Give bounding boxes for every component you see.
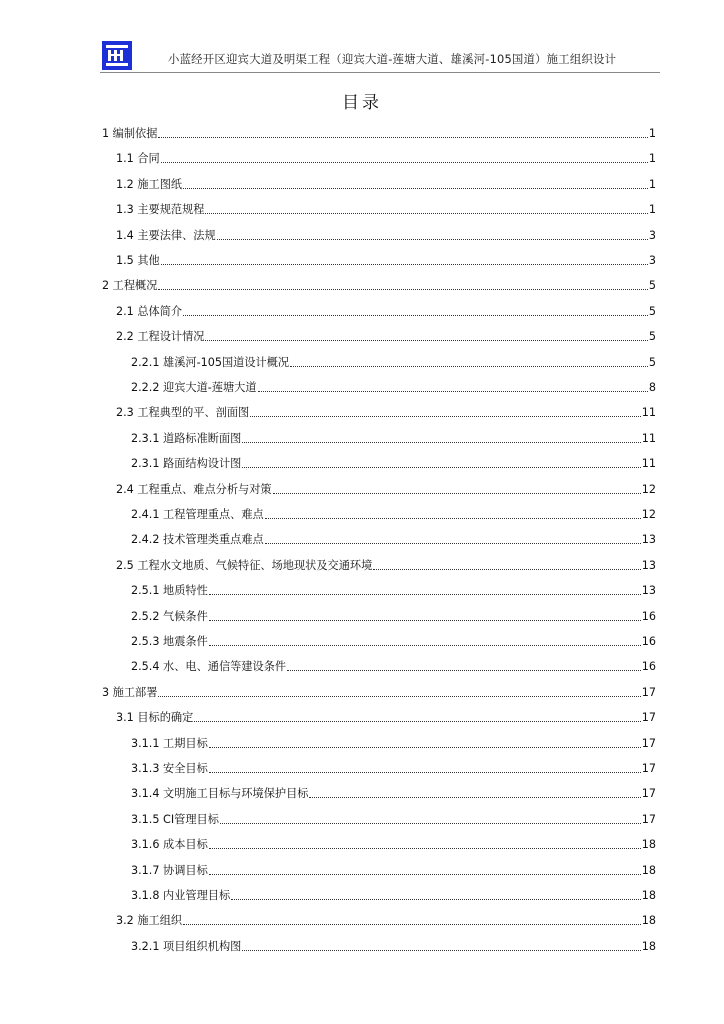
toc-entry-label: 3.1.5 CI管理目标 [131,812,219,826]
toc-entry-label: 2.3.1 路面结构设计图 [131,457,242,471]
toc-entry-label: 3.1.7 协调目标 [131,863,208,877]
toc-leader-dots [220,823,641,824]
toc-entry-page: 18 [641,838,656,852]
toc-entry-page: 17 [641,736,656,750]
toc-entry-page: 13 [641,533,656,547]
toc-entry-label: 2.4.1 工程管理重点、难点 [131,508,264,521]
toc-leader-dots [158,289,647,290]
toc-entry-label: 2.4 工程重点、难点分析与对策 [116,482,272,496]
toc-entry-page: 5 [648,279,656,293]
toc-entry-label: 2.3 工程典型的平、剖面图 [116,406,250,420]
toc-entry-page: 17 [641,762,656,775]
toc-entry[interactable] [131,451,656,471]
toc-entry-label: 2.5.3 地震条件 [131,635,208,648]
toc-entry[interactable] [131,832,656,852]
toc-leader-dots [209,747,641,748]
toc-entry[interactable] [131,375,656,395]
toc-leader-dots [209,772,641,773]
toc-entry[interactable] [116,223,656,243]
toc-entry[interactable] [131,883,656,903]
toc-entry-label: 3.1.6 成本目标 [131,838,208,852]
toc-leader-dots [183,924,641,925]
toc-leader-dots [242,467,640,468]
toc-entry-label: 3.2.1 项目组织机构图 [131,939,242,953]
toc-entry[interactable] [116,324,656,344]
toc-leader-dots [309,797,640,798]
toc-entry[interactable] [131,527,656,547]
toc-leader-dots [161,264,648,265]
toc-entry-page: 11 [641,406,656,420]
toc-entry-page: 16 [641,609,656,623]
toc-entry-page: 18 [641,889,656,902]
toc-entry[interactable] [116,908,656,928]
toc-entry[interactable] [116,172,656,192]
toc-entry-label: 2 工程概况 [102,279,158,293]
toc-entry[interactable] [116,299,656,319]
toc-entry[interactable] [116,197,656,217]
toc-entry-label: 2.2.2 迎宾大道-莲塘大道 [131,381,257,394]
toc-leader-dots [194,721,640,722]
toc-leader-dots [250,416,641,417]
toc-entry[interactable] [116,553,656,573]
toc-leader-dots [209,594,641,595]
toc-leader-dots [290,366,648,367]
toc-entry-page: 18 [641,939,656,953]
toc-entry[interactable] [131,426,656,446]
toc-leader-dots [209,620,641,621]
toc-leader-dots [287,670,641,671]
toc-entry-label: 1.4 主要法律、法规 [116,228,216,242]
toc-entry[interactable] [131,934,656,954]
header-title: 小蓝经开区迎宾大道及明渠工程（迎宾大道-莲塘大道、雄溪河-105国道）施工组织设计 [168,52,617,66]
toc-leader-dots [183,188,648,189]
toc-entry[interactable] [102,680,656,700]
toc-entry[interactable] [131,350,656,370]
toc-entry-label: 2.5.1 地质特性 [131,584,208,598]
toc-entry-page: 17 [641,787,656,801]
toc-entry-page: 17 [641,812,656,826]
toc-entry[interactable] [116,248,656,268]
toc-entry-label: 3.1 目标的确定 [116,711,194,725]
toc-entry[interactable] [131,502,656,522]
toc-entry-page: 1 [648,152,656,166]
toc-entry-label: 3.2 施工组织 [116,914,183,928]
toc-entry-label: 1.2 施工图纸 [116,177,183,191]
toc-entry-page: 18 [641,863,656,877]
toc-entry-page: 3 [648,228,656,242]
toc-entry[interactable] [102,121,656,141]
toc-entry-page: 13 [641,584,656,598]
toc-entry-label: 2.5.4 水、电、通信等建设条件 [131,660,287,674]
toc-leader-dots [242,442,640,443]
toc-entry[interactable] [131,858,656,878]
toc-leader-dots [209,848,641,849]
toc-entry[interactable] [131,781,656,801]
toc-entry-label: 1.5 其他 [116,254,160,267]
toc-entry-label: 1.3 主要规范规程 [116,203,205,217]
toc-entry-label: 2.4.2 技术管理类重点难点 [131,533,264,547]
toc-leader-dots [273,493,641,494]
toc-entry-page: 17 [641,685,656,699]
toc-entry[interactable] [131,629,656,649]
toc-entry[interactable] [131,604,656,624]
toc-entry[interactable] [102,273,656,293]
toc-entry-label: 3.1.1 工期目标 [131,736,208,750]
toc-entry-label: 2.5 工程水文地质、气候特征、场地现状及交通环境 [116,558,373,572]
toc-entry-label: 3.1.3 安全目标 [131,762,208,775]
toc-leader-dots [258,391,648,392]
toc-leader-dots [209,645,641,646]
toc-entry-label: 2.2.1 雄溪河-105国道设计概况 [131,355,290,369]
toc-leader-dots [161,162,648,163]
toc-entry-label: 3.1.4 文明施工目标与环境保护目标 [131,787,309,801]
toc-entry-page: 5 [648,304,656,318]
toc-leader-dots [265,518,641,519]
toc-entry-page: 11 [641,431,656,445]
toc-entry-page: 16 [641,635,656,648]
toc-entry[interactable] [116,146,656,166]
toc-entry[interactable] [131,654,656,674]
header-divider [100,72,660,73]
toc-entry-page: 1 [648,203,656,217]
toc-leader-dots [265,543,641,544]
toc-entry-label: 3.1.8 内业管理目标 [131,889,231,902]
toc-entry[interactable] [116,400,656,420]
toc-entry-page: 12 [641,508,656,521]
toc-leader-dots [158,137,647,138]
toc-entry[interactable] [116,477,656,497]
toc-entry-page: 16 [641,660,656,674]
toc-entry[interactable] [131,807,656,827]
toc-entry-label: 2.2 工程设计情况 [116,330,205,344]
toc-entry[interactable] [131,756,656,776]
toc-entry-page: 1 [648,127,656,140]
toc-entry-label: 1.1 合同 [116,152,160,166]
toc-leader-dots [205,213,647,214]
company-logo [102,41,132,70]
toc-entry-page: 5 [648,355,656,369]
toc-leader-dots [231,899,641,900]
toc-entry-page: 3 [648,254,656,267]
toc-entry[interactable] [116,705,656,725]
toc-entry-page: 5 [648,330,656,344]
toc-entry-page: 18 [641,914,656,928]
toc-entry-label: 1 编制依据 [102,127,158,140]
toc-entry-page: 8 [648,381,656,394]
toc-entry-page: 12 [641,482,656,496]
toc-leader-dots [373,569,640,570]
toc-leader-dots [158,696,640,697]
toc-title: 目录 [342,93,382,113]
toc-leader-dots [217,239,648,240]
toc-entry-label: 2.1 总体简介 [116,304,183,318]
toc-entry-page: 13 [641,558,656,572]
toc-entry-page: 11 [641,457,656,471]
toc-entry-label: 3 施工部署 [102,685,158,699]
toc-entry[interactable] [131,731,656,751]
toc-leader-dots [205,340,647,341]
toc-leader-dots [242,950,640,951]
toc-entry-label: 2.5.2 气候条件 [131,609,208,623]
toc-entry-page: 17 [641,711,656,725]
toc-leader-dots [209,874,641,875]
toc-entry[interactable] [131,578,656,598]
toc-entry-label: 2.3.1 道路标准断面图 [131,431,242,445]
toc-leader-dots [183,315,648,316]
toc-entry-page: 1 [648,177,656,191]
